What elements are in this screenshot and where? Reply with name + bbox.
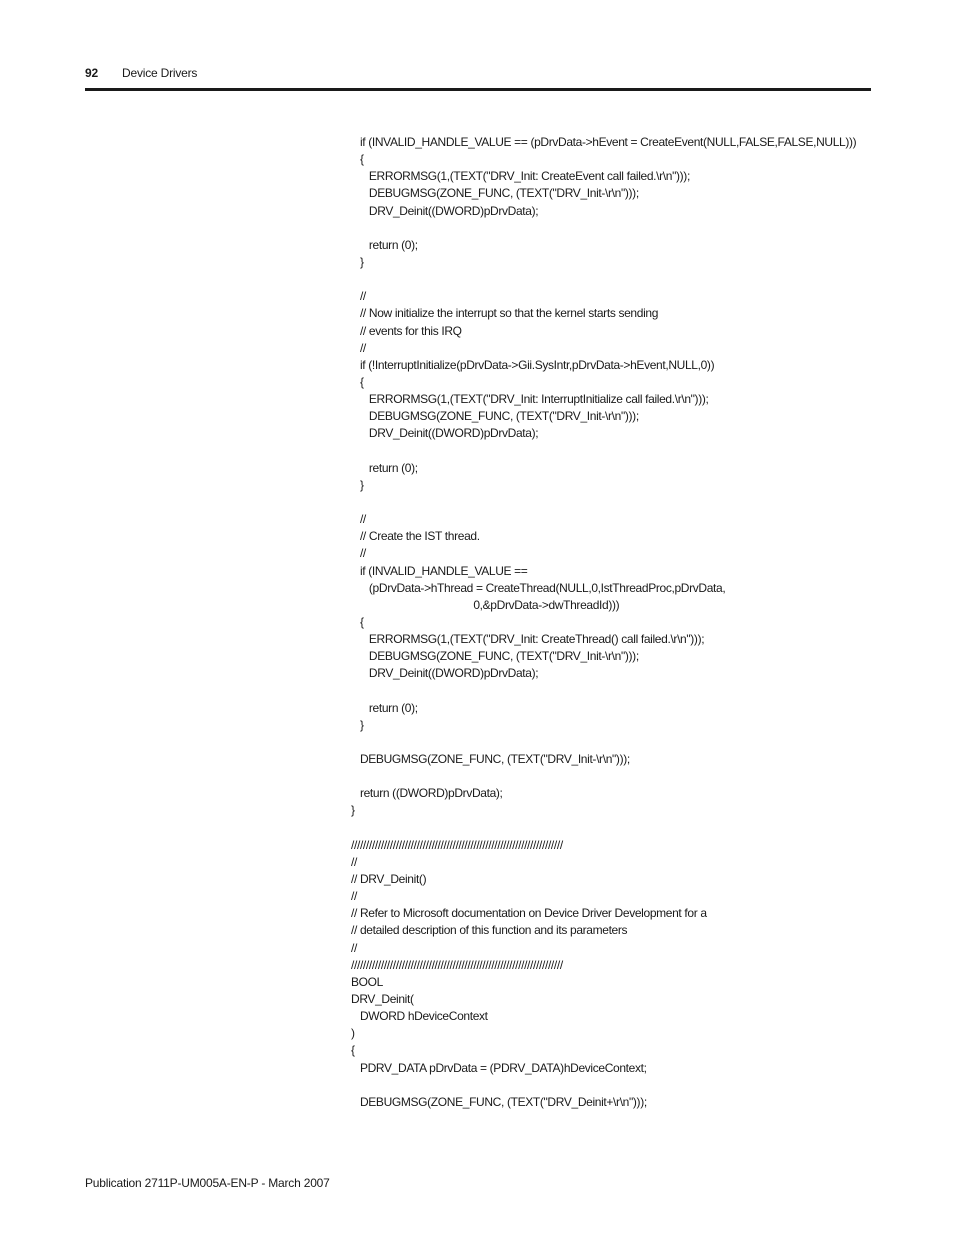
- code-line: [351, 271, 871, 288]
- code-line: [351, 220, 871, 237]
- code-line: [351, 443, 871, 460]
- code-line: BOOL: [351, 974, 383, 989]
- code-line: [351, 494, 871, 511]
- code-line: {: [351, 152, 364, 167]
- code-line: if (INVALID_HANDLE_VALUE == (pDrvData->hEvent = CreateEvent(NULL,FALSE,FALSE,NULL))): [351, 135, 857, 149]
- code-line: [351, 734, 871, 751]
- header-rule: [85, 88, 871, 91]
- code-line: // Now initialize the interrupt so that the kernel starts sending: [351, 306, 659, 321]
- code-line: // detailed description of this function and its parameters: [351, 923, 628, 938]
- code-line: if (INVALID_HANDLE_VALUE ==: [351, 563, 528, 578]
- code-line: [351, 768, 871, 785]
- code-line: ERRORMSG(1,(TEXT("DRV_Init: CreateThread() call failed.\r\n")));: [351, 632, 705, 647]
- code-line: ///////////////////////////////////////////////////////////////////////: [351, 837, 563, 852]
- code-line: {: [351, 614, 364, 629]
- code-line: [351, 683, 871, 700]
- code-line: PDRV_DATA pDrvData = (PDRV_DATA)hDeviceContext;: [351, 1060, 647, 1075]
- code-line: DEBUGMSG(ZONE_FUNC, (TEXT("DRV_Init-\r\n")));: [351, 649, 639, 664]
- code-line: // events for this IRQ: [351, 323, 462, 338]
- code-line: //: [351, 340, 366, 355]
- code-line: DEBUGMSG(ZONE_FUNC, (TEXT("DRV_Deinit+\r\n")));: [351, 1094, 647, 1109]
- code-line: ): [351, 1026, 355, 1041]
- code-line: return (0);: [351, 460, 418, 475]
- code-line: //: [351, 854, 357, 869]
- code-listing: [351, 134, 871, 1111]
- code-line: return (0);: [351, 700, 418, 715]
- code-line: }: [351, 254, 364, 269]
- code-line: }: [351, 717, 364, 732]
- code-line: //: [351, 889, 357, 904]
- code-line: [351, 1077, 871, 1094]
- code-line: DRV_Deinit((DWORD)pDrvData);: [351, 203, 539, 218]
- code-line: //: [351, 940, 357, 955]
- code-line: DEBUGMSG(ZONE_FUNC, (TEXT("DRV_Init-\r\n")));: [351, 186, 639, 201]
- code-line: // DRV_Deinit(): [351, 872, 427, 887]
- code-line: // Refer to Microsoft documentation on Device Driver Development for a: [351, 906, 707, 921]
- code-line: {: [351, 374, 364, 389]
- code-line: }: [351, 477, 364, 492]
- code-line: DRV_Deinit((DWORD)pDrvData);: [351, 426, 539, 441]
- page-header: [85, 64, 871, 84]
- code-line: DRV_Deinit((DWORD)pDrvData);: [351, 666, 539, 681]
- code-line: //: [351, 512, 366, 527]
- code-line: // Create the IST thread.: [351, 529, 480, 544]
- page-number: 92: [85, 66, 98, 80]
- code-line: ERRORMSG(1,(TEXT("DRV_Init: CreateEvent call failed.\r\n")));: [351, 169, 690, 184]
- code-line: DRV_Deinit(: [351, 992, 414, 1007]
- code-line: (pDrvData->hThread = CreateThread(NULL,0,IstThreadProc,pDrvData,: [351, 580, 726, 595]
- code-line: DEBUGMSG(ZONE_FUNC, (TEXT("DRV_Init-\r\n")));: [351, 409, 639, 424]
- code-line: 0,&pDrvData->dwThreadId))): [351, 597, 620, 612]
- code-line: ///////////////////////////////////////////////////////////////////////: [351, 957, 563, 972]
- code-line: //: [351, 289, 366, 304]
- code-line: DWORD hDeviceContext: [351, 1009, 488, 1024]
- section-title: Device Drivers: [122, 66, 198, 80]
- code-line: DEBUGMSG(ZONE_FUNC, (TEXT("DRV_Init-\r\n")));: [351, 752, 630, 767]
- code-line: if (!InterruptInitialize(pDrvData->Gii.SysIntr,pDrvData->hEvent,NULL,0)): [351, 357, 715, 372]
- code-line: return (0);: [351, 237, 418, 252]
- code-line: return ((DWORD)pDrvData);: [351, 786, 503, 801]
- code-line: [351, 820, 871, 837]
- code-line: {: [351, 1043, 355, 1058]
- code-line: ERRORMSG(1,(TEXT("DRV_Init: InterruptInitialize call failed.\r\n")));: [351, 392, 709, 407]
- publication-footer: Publication 2711P-UM005A-EN-P - March 2007: [85, 1176, 330, 1190]
- code-line: //: [351, 546, 366, 561]
- code-line: }: [351, 803, 355, 818]
